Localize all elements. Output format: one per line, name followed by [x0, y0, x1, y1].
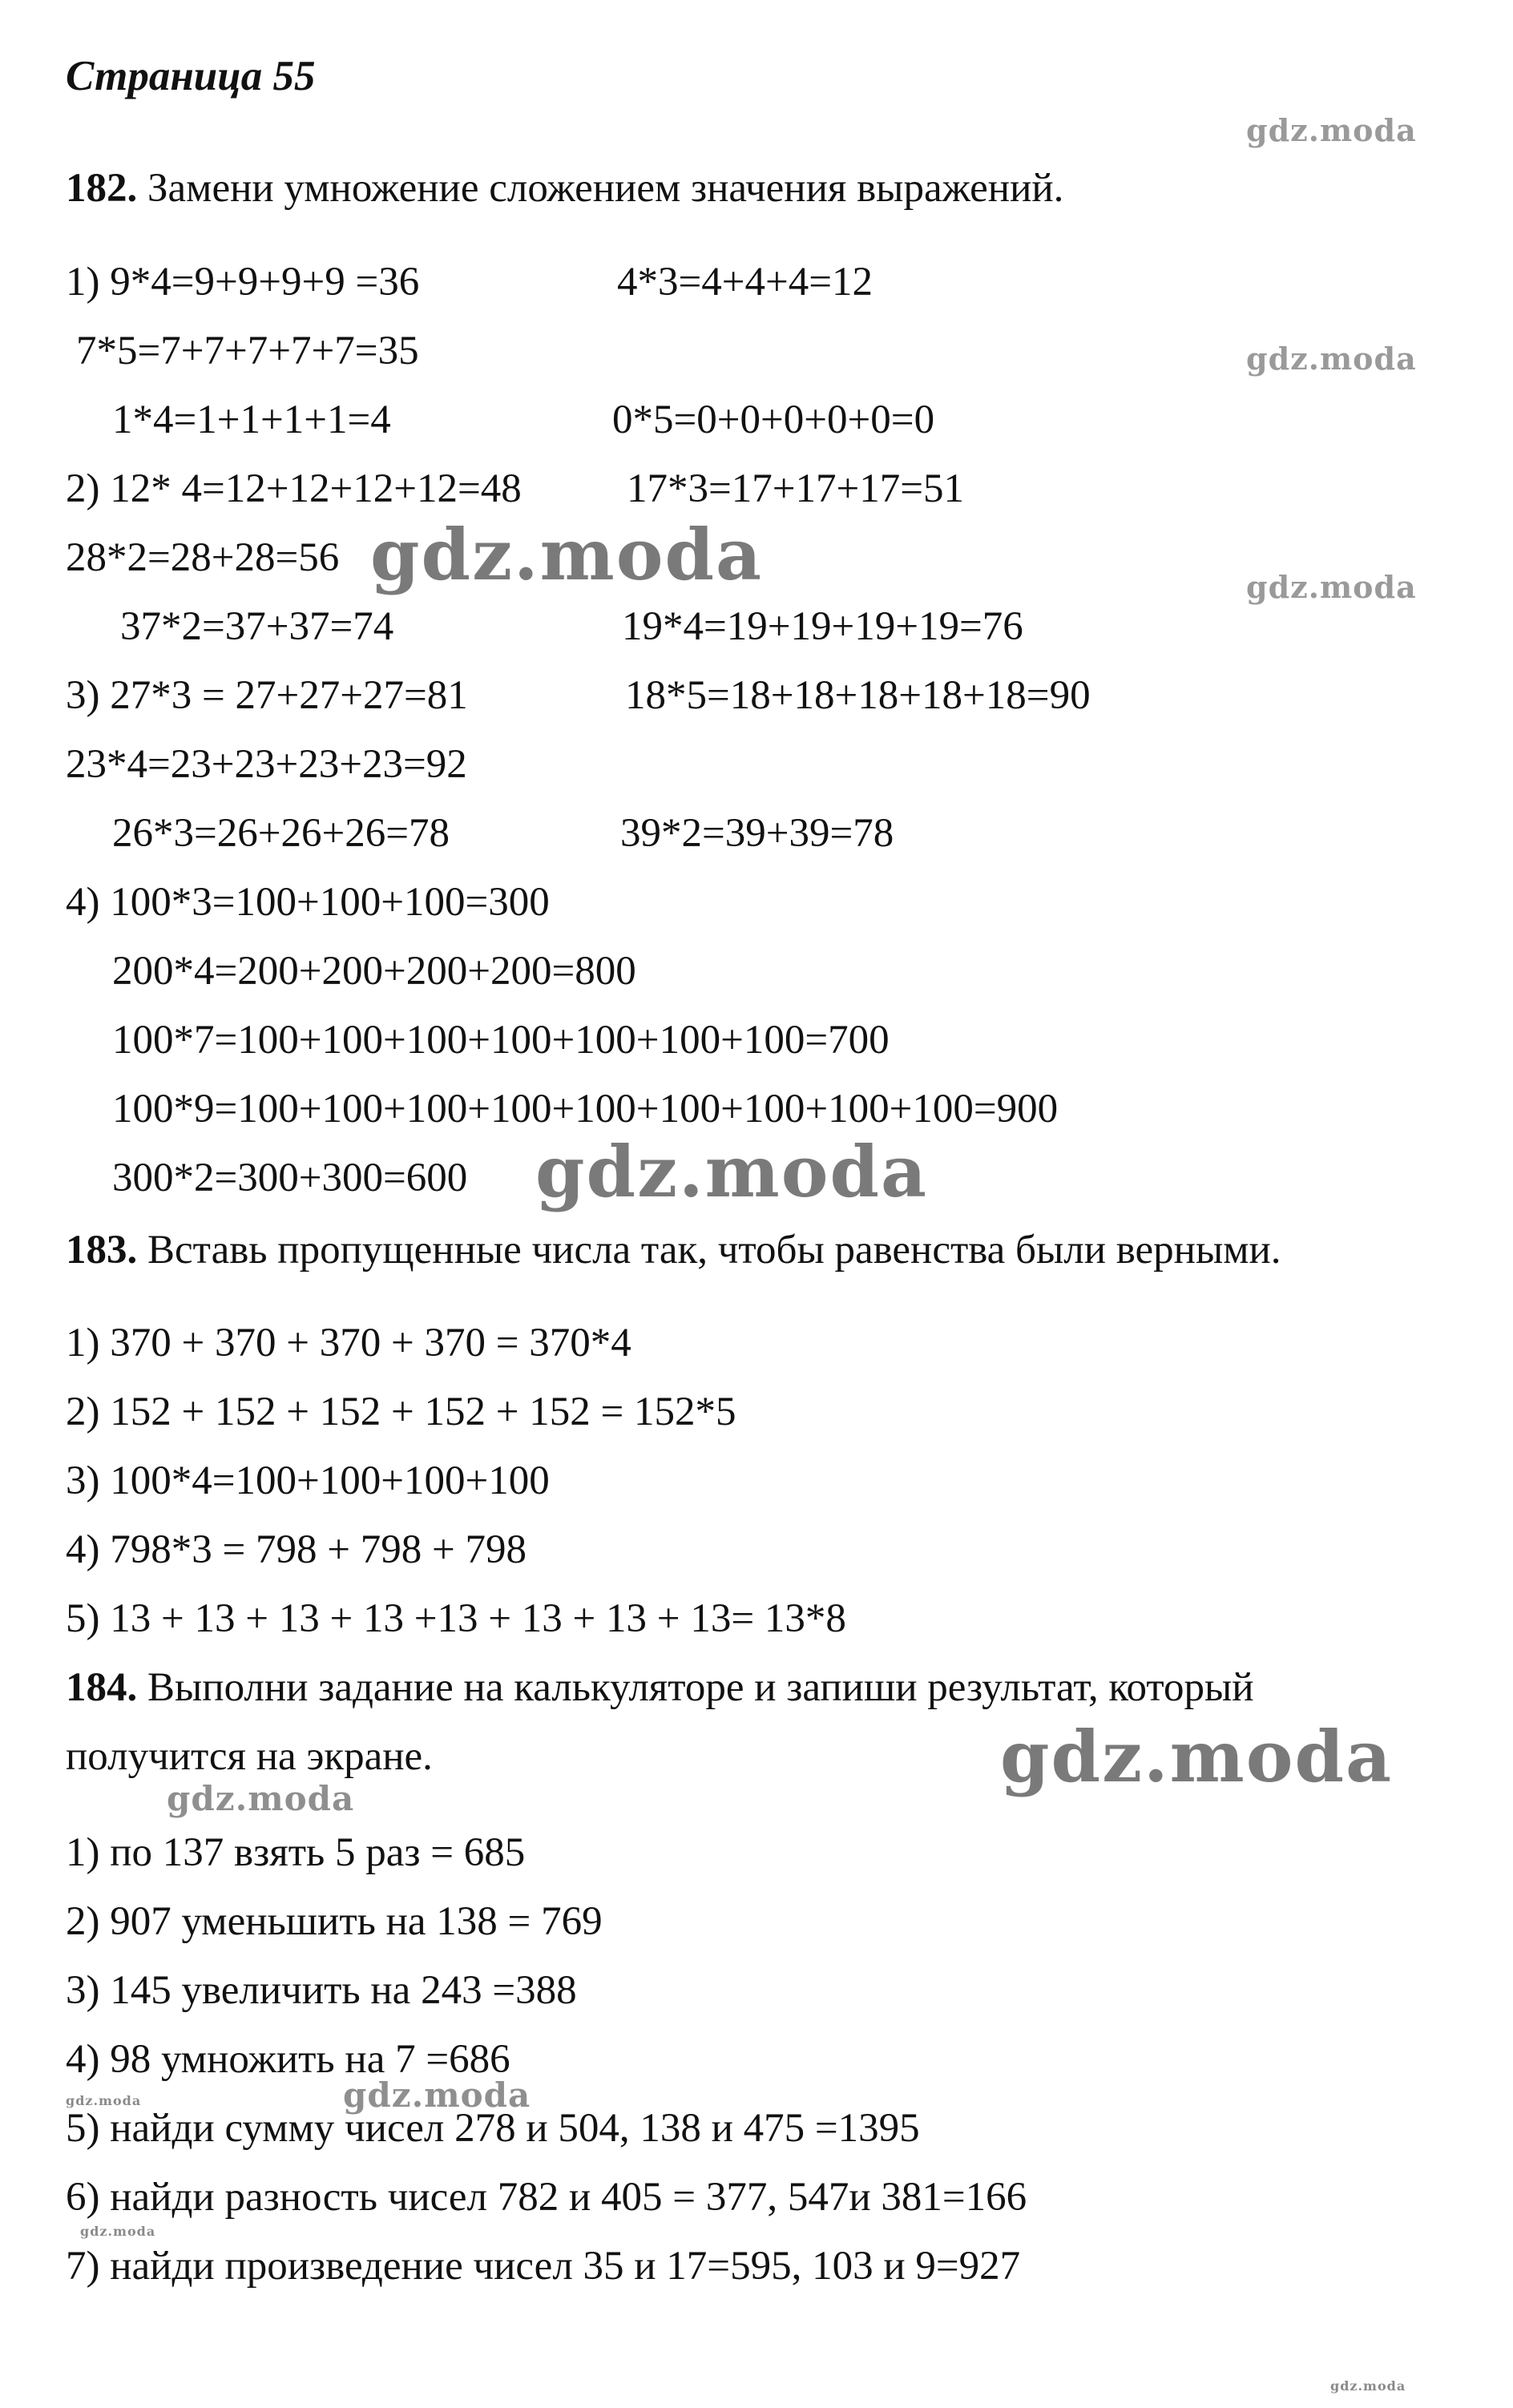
watermark: gdz.moda: [1246, 112, 1417, 148]
watermark: gdz.moda: [66, 2093, 142, 2108]
line: 1*4=1+1+1+1=4: [112, 397, 391, 442]
watermark: gdz.moda: [80, 2224, 156, 2239]
line: 2) 907 уменьшить на 138 = 769: [66, 1899, 603, 1944]
watermark: gdz.moda: [535, 1130, 929, 1213]
line: 1) 9*4=9+9+9+9 =36: [66, 260, 420, 305]
task-182-heading: [66, 164, 1063, 212]
line: 26*3=26+26+26=78: [112, 811, 450, 856]
line: 3) 27*3 = 27+27+27=81: [66, 673, 468, 718]
line: 1) 370 + 370 + 370 + 370 = 370*4: [66, 1321, 631, 1365]
watermark: gdz.moda: [167, 1779, 355, 1818]
line: 100*9=100+100+100+100+100+100+100+100+100=900: [112, 1087, 1059, 1131]
task-text-continued: получится на экране.: [66, 1734, 433, 1779]
line: 3) 145 увеличить на 243 =388: [66, 1968, 577, 2013]
task-text: Выполни задание на калькуляторе и запиши результат, который: [137, 1665, 1254, 1710]
page-title: Страница 55: [66, 53, 316, 99]
watermark: gdz.moda: [343, 2075, 531, 2115]
task-184-heading: [66, 1664, 1254, 1712]
line: 0*5=0+0+0+0+0=0: [612, 397, 935, 442]
line: 23*4=23+23+23+23=92: [66, 742, 467, 787]
line: 1) по 137 взять 5 раз = 685: [66, 1830, 526, 1875]
watermark: gdz.moda: [1246, 569, 1417, 605]
line: 4*3=4+4+4=12: [617, 260, 874, 305]
line: 7) найди произведение чисел 35 и 17=595, 103 и 9=927: [66, 2244, 1021, 2289]
watermark: gdz.moda: [370, 513, 764, 596]
task-183-heading: [66, 1226, 1281, 1274]
line: 2) 12* 4=12+12+12+12=48: [66, 466, 522, 511]
line: 3) 100*4=100+100+100+100: [66, 1458, 550, 1503]
line: 100*7=100+100+100+100+100+100+100=700: [112, 1018, 890, 1063]
line: 5) 13 + 13 + 13 + 13 +13 + 13 + 13 + 13= 13*8: [66, 1596, 846, 1641]
line: 4) 798*3 = 798 + 798 + 798: [66, 1527, 527, 1572]
line: 4) 98 умножить на 7 =686: [66, 2037, 510, 2082]
line: 6) найди разность чисел 782 и 405 = 377, 547и 381=166: [66, 2175, 1027, 2220]
task-number: 183.: [66, 1228, 138, 1273]
line: 19*4=19+19+19+19=76: [622, 604, 1023, 649]
line: 18*5=18+18+18+18+18=90: [625, 673, 1091, 718]
watermark: gdz.moda: [1246, 341, 1417, 377]
task-number: 182.: [66, 166, 138, 211]
line: 17*3=17+17+17=51: [627, 466, 965, 511]
watermark: gdz.moda: [1330, 2378, 1406, 2394]
task-text: Замени умножение сложением значения выражений.: [137, 166, 1064, 211]
line: 39*2=39+39=78: [620, 811, 894, 856]
task-number: 184.: [66, 1665, 138, 1710]
line: 5) найди сумму чисел 278 и 504, 138 и 475 =1395: [66, 2106, 920, 2151]
task-text: Вставь пропущенные числа так, чтобы равенства были верными.: [137, 1228, 1281, 1273]
line: 7*5=7+7+7+7+7=35: [76, 329, 419, 373]
line: 200*4=200+200+200+200=800: [112, 949, 636, 994]
line: 28*2=28+28=56: [66, 535, 340, 580]
line: 300*2=300+300=600: [112, 1156, 468, 1200]
line: 4) 100*3=100+100+100=300: [66, 880, 550, 925]
line: 37*2=37+37=74: [120, 604, 394, 649]
watermark: gdz.moda: [1000, 1715, 1394, 1798]
line: 2) 152 + 152 + 152 + 152 + 152 = 152*5: [66, 1390, 736, 1434]
